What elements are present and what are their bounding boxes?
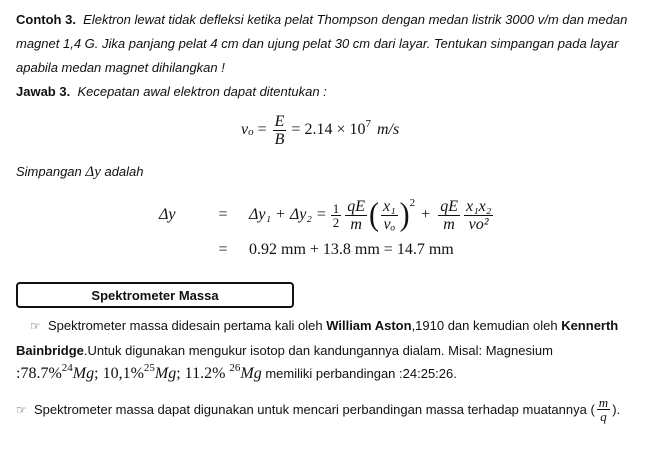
bullet-2 [16, 396, 620, 423]
bullet-1-bold-aston: William Aston [326, 318, 412, 333]
bullet-1-line-2 [16, 343, 553, 359]
eq2-power: 2 [409, 197, 416, 209]
section-title-box [16, 282, 294, 308]
bullet-1-line-3-rest: memiliki perbandingan :24:25:26. [261, 366, 457, 381]
eq2-qe: qE [347, 197, 365, 215]
isotope-26-el: Mg [240, 365, 262, 382]
isotope-25-mass: 25 [143, 362, 155, 374]
eq1-rhs: = 2.14 × 10 [291, 121, 366, 138]
eq1-lhs-sub: o [248, 126, 254, 138]
eq2-x1x2-vo2 [464, 198, 493, 233]
isotope-list: :78.7%$^{24}$Mg; 10,1%$^{25}$Mg; 11.2% $^{26}$Mg [16, 362, 262, 382]
deflection-intro-pre: Simpangan [16, 164, 86, 179]
eq2-x1x2: x₁x₂ [465, 197, 492, 215]
eq2-qe-2: qE [440, 197, 458, 215]
example-text-1: Elektron lewat tidak defleksi ketika pelat Thompson dengan medan listrik 3000 v/m dan medan [83, 12, 628, 27]
example-line-1 [16, 12, 627, 28]
right-paren: ) [399, 196, 410, 233]
example-line-2: magnet 1,4 G. Jika panjang pelat 4 cm dan ujung pelat 30 cm dari layar. Tentukan simpangan pada layar [16, 36, 619, 51]
answer-line [16, 84, 327, 100]
pointing-hand-icon: ☞ [30, 319, 41, 333]
bullet-1-pre: Spektrometer massa didesain pertama kali oleh [48, 318, 327, 333]
eq1-exp: 7 [365, 118, 371, 130]
isotope-26-mass: 26 [229, 362, 241, 374]
eq2-m-2: m [443, 215, 455, 233]
left-paren: ( [368, 196, 379, 233]
eq2-plus: + [421, 206, 431, 223]
equation-velocity [241, 110, 399, 150]
eq1-num: E [274, 112, 285, 130]
eq2-equals: = [218, 206, 228, 223]
answer-label: Jawab 3. [16, 84, 71, 99]
isotope-24-el: Mg [72, 365, 95, 382]
bullet-1-line-2-rest: .Untuk digunakan mengukur isotop dan kandungannya dialam. Misal: Magnesium [83, 343, 553, 358]
example-line-3: apabila medan magnet dihilangkan ! [16, 60, 225, 75]
pointing-hand-icon: ☞ [16, 402, 27, 417]
eq2-half-den: 2 [332, 214, 340, 230]
example-label: Contoh 3. [16, 12, 76, 27]
eq3-rhs: 0.92 mm + 13.8 mm = 14.7 mm [249, 241, 454, 258]
eq2-qe-m [345, 198, 367, 233]
eq1-lhs: v [241, 121, 249, 138]
answer-intro: Kecepatan awal elektron dapat ditentukan : [77, 84, 327, 99]
eq3-equals: = [218, 241, 228, 258]
bullet-1-line-3 [16, 362, 457, 382]
eq2-half-num: 1 [332, 200, 340, 216]
deflection-intro-post: adalah [100, 164, 144, 179]
eq2-lhs: Δy [159, 206, 176, 223]
eq2-x1: x₁ [382, 197, 396, 215]
isotope-24-mass: 24 [61, 362, 73, 374]
eq1-den: B [274, 130, 285, 148]
eq2-vo: vₒ [383, 215, 396, 233]
isotope-25-pct: 10,1% [102, 365, 144, 382]
eq1-equals: = [257, 121, 267, 138]
bullet-2-end: ). [612, 401, 621, 417]
bullet-2-num: m [598, 395, 609, 410]
equation-deflection [159, 192, 495, 238]
bullet-2-den: q [600, 409, 607, 424]
eq2-qe-m-2 [438, 198, 460, 233]
bullet-1-mid: ,1910 dan kemudian oleh [411, 318, 562, 333]
eq1-fraction [273, 113, 287, 148]
eq2-m: m [350, 215, 362, 233]
bullet-1-line-1 [30, 318, 618, 334]
eq1-unit: m/s [376, 121, 400, 138]
deflection-symbol: Δy [85, 164, 101, 180]
isotope-24-pct: 78.7% [20, 365, 62, 382]
eq2-vo2: vo² [468, 215, 489, 233]
isotope-25-el: Mg [154, 365, 177, 382]
equation-result [159, 240, 454, 260]
bullet-1-bold-kennerth: Kennerth [561, 318, 619, 333]
section-title: Spektrometer Massa [91, 287, 219, 303]
isotope-26-pct: 11.2% [184, 365, 226, 382]
bullet-2-fraction [597, 396, 610, 423]
bullet-1-bold-bainbridge: Bainbridge [16, 343, 84, 358]
eq2-sum: Δy₁ + Δy₂ = [249, 206, 327, 223]
bullet-2-text: Spektrometer massa dapat digunakan untuk mencari perbandingan massa terhadap muatannya ( [34, 401, 595, 417]
deflection-intro [16, 164, 144, 180]
eq2-half [331, 202, 342, 229]
eq2-x1-vo [381, 198, 398, 233]
